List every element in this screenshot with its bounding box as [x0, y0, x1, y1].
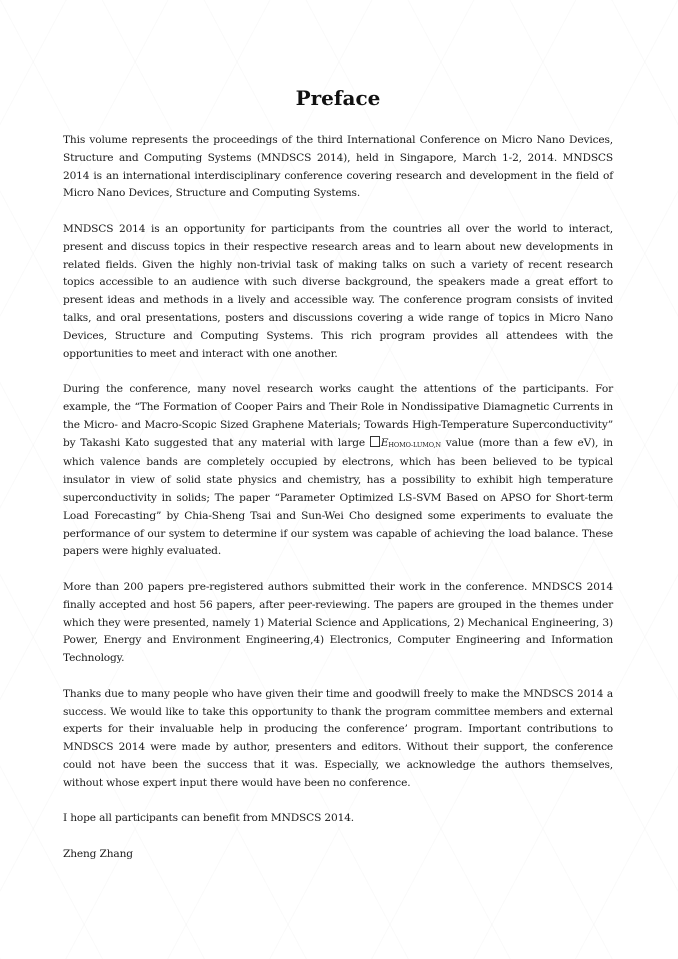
paragraph-research-works-before: During the conference, many novel research works caught the attentions of the participants. For example, the “The Formation of Cooper Pairs and Their Role in Nondissipative Diamagnetic Currents in the Micro- and Macro-Scopic Sized Graphene Materials; Towards High-Temperature Superconductivity” by Takashi Kato suggested that any material with large [63, 383, 613, 449]
missing-glyph-box-icon [370, 436, 380, 447]
energy-subscript: HOMO-LUMO,N [388, 440, 441, 449]
energy-symbol: E [380, 436, 389, 449]
paragraph-research-works [63, 381, 613, 561]
preface-body [63, 132, 613, 881]
page-title: Preface [295, 86, 381, 110]
signature: Zheng Zhang [63, 847, 133, 860]
paragraph-thanks: Thanks due to many people who have given their time and goodwill freely to make the MNDSCS 2014 a success. We would like to take this opportunity to thank the program committee members and external experts for their invaluable help in producing the conference’ program. Important contributions to MNDSCS 2014 were made by author, presenters and editors. Without their support, the conference could not have been the success that it was. Especially, we acknowledge the authors themselves, without whose expert input there would have been no conference. [63, 687, 613, 789]
paragraph-research-works-after: value (more than a few eV), in which valence bands are completely occupied by electrons, which has been believed to be typical insulator in view of solid state physics and chemistry, has a possibility to exhibit high temperature superconductivity in solids; The paper “Parameter Optimized LS-SVM Based on APSO for Short-term Load Forecasting” by Chia-Sheng Tsai and Sun-Wei Cho designed some experiments to evaluate the performance of our system to determine if our system was capable of achieving the load balance. These papers were highly evaluated. [63, 436, 613, 558]
paragraph-intro: This volume represents the proceedings of the third International Conference on Micro Nano Devices, Structure and Computing Systems (MNDSCS 2014), held in Singapore, March 1-2, 2014. MNDSCS 2014 is an international interdisciplinary conference covering research and development in the field of Micro Nano Devices, Structure and Computing Systems. [63, 134, 613, 200]
paragraph-opportunity: MNDSCS 2014 is an opportunity for participants from the countries all over the world to interact, present and discuss topics in their respective research areas and to learn about new developments in related fields. Given the highly non-trivial task of making talks on such a variety of recent research topics accessible to an audience with such diverse background, the speakers made a great effort to present ideas and methods in a lively and accessible way. The conference program consists of invited talks, and oral presentations, posters and discussions covering a wide range of topics in Micro Nano Devices, Structure and Computing Systems. This rich program provides all attendees with the opportunities to meet and interact with one another. [63, 222, 613, 360]
paragraph-papers: More than 200 papers pre-registered authors submitted their work in the conference. MNDSCS 2014 finally accepted and host 56 papers, after peer-reviewing. The papers are grouped in the themes under which they were presented, namely 1) Material Science and Applications, 2) Mechanical Engineering, 3) Power, Energy and Environment Engineering,4) Electronics, Computer Engineering and Information Technology. [63, 580, 613, 665]
closing-line: I hope all participants can benefit from MNDSCS 2014. [63, 812, 355, 825]
